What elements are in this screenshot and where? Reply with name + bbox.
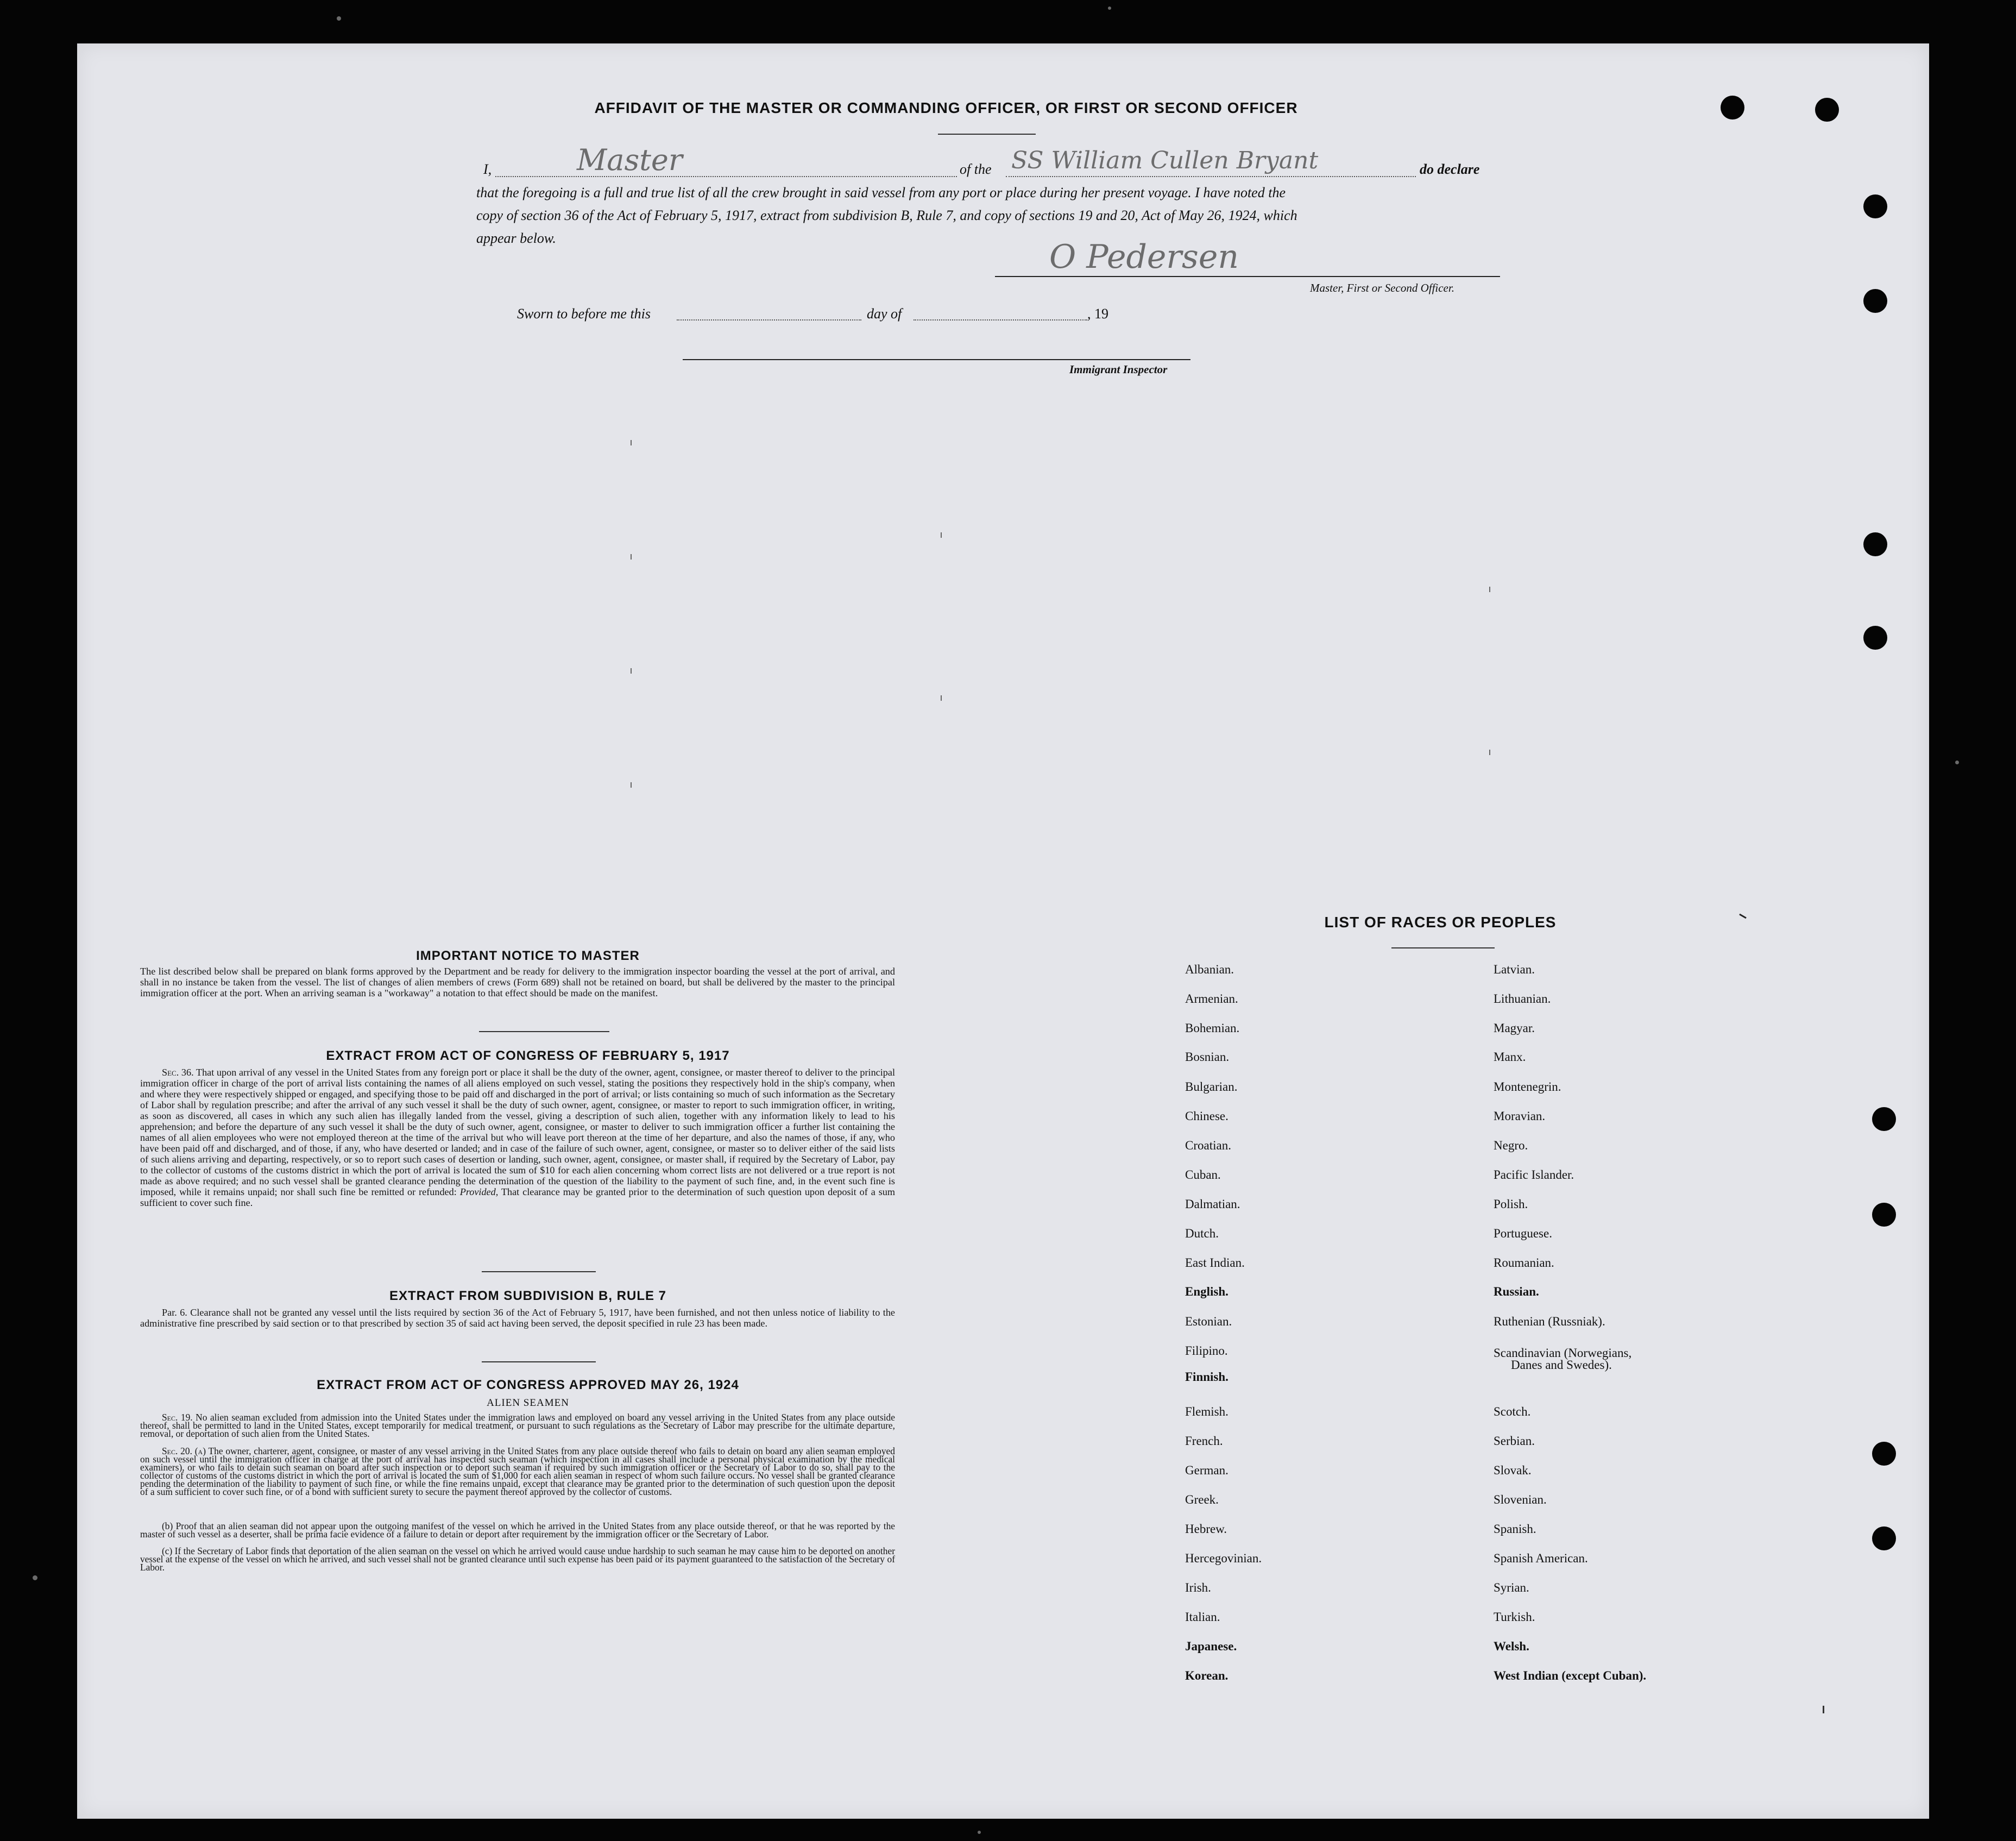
sec36-text: That upon arrival of any vessel in the United States from any foreign port or place it shall be the duty of the owner, agent, consignee, or master thereof to deliver to the principal immigration officer in charge of the port of arrival lists containing the names of all aliens employed on such vessel, stating the positions they respectively hold in the ship's company, when and where they were respectively shipped or engaged, and specifying those to be paid off and discharged in the port of arrival; or lists containing so much of such information as the Secretary of Labor shall by regulation prescribe; and after the arrival of any such vessel it shall be the duty of such owner, agent, consignee, or master to report to such immigration officer, in writing, as soon as discovered, all cases in which any such alien has illegally landed from the vessel, giving a description of such alien, together with any information likely to lead to his apprehension; and before the departure of any such vessel it shall be the duty of such owner, agent, consignee, or master to deliver to such immigration officer a further list containing the names of all alien employees who were not employed thereon at the time of the arrival but who will leave port thereon at the time of her departure, and also the names of those, if any, who have been paid off and discharged, and of those, if any, who have deserted or landed; and in case of the failure of such owner, agent, consignee, or master so to deliver either of the said lists of such aliens arriving and departing, respectively, or so to report such cases of desertion or landing, such owner, agent, consignee, or master shall, if required by the Secretary of Labor, pay to the collector of customs of the customs district in which the port of arrival is located the sum of $10 for each alien concerning whom correct lists are not delivered or a true report is not made as above required; and no such vessel shall be granted clearance pending the determination of the question of the liability to the payment of such fine, and, in the event such fine is imposed, while it remains unpaid; nor shall such fine be remitted or refunded: — [140, 1067, 896, 1197]
punch-hole — [1863, 626, 1887, 650]
race-item: Scandinavian (Norwegians, — [1494, 1346, 1632, 1360]
race-item: Scotch. — [1494, 1405, 1531, 1418]
punch-hole — [1863, 532, 1887, 556]
race-item: Pacific Islander. — [1494, 1168, 1574, 1182]
i-label: I, — [483, 161, 492, 177]
extract-rule7-heading: EXTRACT FROM SUBDIVISION B, RULE 7 — [389, 1289, 667, 1303]
race-item: Finnish. — [1185, 1370, 1228, 1384]
race-item: Roumanian. — [1494, 1256, 1554, 1270]
notice-divider — [479, 1031, 609, 1032]
race-item: Bohemian. — [1185, 1021, 1240, 1035]
race-item: Moravian. — [1494, 1109, 1546, 1123]
race-item: West Indian (except Cuban). — [1494, 1669, 1647, 1682]
race-item: Slovenian. — [1494, 1493, 1547, 1506]
extract-rule7-divider — [482, 1361, 596, 1362]
race-item: Turkish. — [1494, 1610, 1535, 1624]
race-item: Spanish American. — [1494, 1551, 1588, 1565]
scan-mark — [1823, 1706, 1824, 1713]
guide-tick — [941, 532, 942, 538]
race-item: Danes and Swedes). — [1511, 1358, 1612, 1372]
punch-hole — [1863, 289, 1887, 313]
extract-1924-heading: EXTRACT FROM ACT OF CONGRESS APPROVED MAY 26, 1924 — [317, 1378, 739, 1392]
race-item: French. — [1185, 1434, 1223, 1448]
punch-hole — [1872, 1203, 1896, 1227]
sec19-text: No alien seaman excluded from admission into the United States under the immigration laws and employed on board any vessel arriving in the United States from any place outside thereof, shall be permitted to land in the United States, except temporarily for medical treatment, or pursuant to such regulations as the Secretary of Labor may prescribe for the ultimate departure, removal, or deportation of such alien from the United States. — [140, 1412, 895, 1439]
punch-hole — [1863, 194, 1887, 218]
guide-tick — [631, 554, 632, 560]
master-handwritten: Master — [577, 143, 683, 177]
race-item: Ruthenian (Russniak). — [1494, 1315, 1605, 1328]
punch-hole — [1815, 98, 1839, 122]
day-of-label: day of — [867, 306, 902, 322]
scan-mark — [1739, 914, 1747, 919]
guide-tick — [941, 695, 942, 701]
sec19-label: Sec. 19. — [162, 1412, 193, 1423]
race-item: English. — [1185, 1285, 1228, 1298]
race-item: Lithuanian. — [1494, 992, 1551, 1006]
alien-seamen-subheading: ALIEN SEAMEN — [487, 1397, 569, 1409]
signature-line — [995, 276, 1500, 277]
race-item: Albanian. — [1185, 963, 1234, 976]
race-item: Cuban. — [1185, 1168, 1221, 1182]
signature-caption: Master, First or Second Officer. — [1310, 281, 1454, 294]
extract-rule7-body: Par. 6. Clearance shall not be granted any vessel until the lists required by section 36 of the Act of February 5, 1917, have been furnished, and not then unless notice of liability to the administrative fine prescribed by said section or to that prescribed by section 35 of said act having been served, the deposit specified in rule 23 has been made. — [140, 1307, 895, 1329]
race-item: Dutch. — [1185, 1227, 1219, 1240]
race-item: Filipino. — [1185, 1344, 1228, 1358]
sec36-text-end: That clearance may be granted prior to the determination of such question upon deposit of a sum sufficient to cover such fine. — [140, 1186, 896, 1208]
sworn-month-blank — [914, 319, 1087, 321]
provided-label: Provided, — [459, 1186, 499, 1197]
sec20b-body: (b) Proof that an alien seaman did not appear upon the outgoing manifest of the vessel on which he arrived in the United States from any place outside thereof, or that he was reported by the master of such vessel as a deserter, shall be prima facie evidence of a failure to detain or deport after requirement by the immigration officer or the Secretary of Labor. — [140, 1520, 895, 1540]
race-item: East Indian. — [1185, 1256, 1245, 1270]
sec36-label: Sec. 36. — [162, 1067, 194, 1078]
punch-hole — [1872, 1442, 1896, 1466]
punch-hole — [1872, 1526, 1896, 1550]
affidavit-line-2: copy of section 36 of the Act of February 5, 1917, extract from subdivision B, Rule 7, and copy of sections 19 and 20, Act of May 26, 1924, which — [476, 208, 1297, 223]
race-item: Dalmatian. — [1185, 1197, 1240, 1211]
extract-1917-heading: EXTRACT FROM ACT OF CONGRESS OF FEBRUARY 5, 1917 — [326, 1048, 730, 1063]
race-item: German. — [1185, 1463, 1228, 1477]
punch-hole — [1721, 96, 1744, 120]
dust-speck — [978, 1831, 981, 1834]
vessel-handwritten: SS William Cullen Bryant — [1011, 147, 1319, 174]
form-page — [77, 43, 1929, 1819]
race-item: Estonian. — [1185, 1315, 1232, 1328]
races-heading: LIST OF RACES OR PEOPLES — [1324, 914, 1557, 931]
name-blank — [495, 176, 957, 177]
race-item: Manx. — [1494, 1050, 1526, 1064]
dust-speck — [1955, 761, 1959, 764]
dust-speck — [33, 1575, 37, 1580]
race-item: Irish. — [1185, 1581, 1211, 1594]
guide-tick — [1489, 750, 1490, 755]
vessel-blank — [1006, 176, 1416, 177]
race-item: Chinese. — [1185, 1109, 1228, 1123]
sec20a-text: The owner, charterer, agent, consignee, or master of any vessel arriving in the United States from any place outside thereof who fails to detain on board any alien seaman employed on such vessel until the immigration officer in charge at the port of arrival has inspected such seaman (which inspection in all cases shall include a personal physical examination by the medical examiners), or who fails to detain such seaman on board after such inspection or to deport such seaman if required by such immigration officer or the Secretary of Labor to do so, shall pay to the collector of customs of the customs district in which the port of arrival is located the sum of $1,000 for each alien seaman in respect of whom such failure occurs. No vessel shall be granted clearance pending the determination of the liability to payment of such fine, or while the fine remains unpaid, except that clearance may be granted prior to the determination of such question upon the deposit of a sum sufficient to cover such fine, or of a bond with sufficient surety to secure the payment thereof approved by the collector of customs. — [140, 1446, 895, 1497]
race-item: Slovak. — [1494, 1463, 1532, 1477]
race-item: Latvian. — [1494, 963, 1535, 976]
punch-hole — [1872, 1107, 1896, 1131]
notice-heading: IMPORTANT NOTICE TO MASTER — [416, 948, 640, 963]
guide-tick — [631, 668, 632, 674]
inspector-caption: Immigrant Inspector — [1069, 363, 1168, 376]
affidavit-line-3: appear below. — [476, 230, 556, 246]
race-item: Flemish. — [1185, 1405, 1228, 1418]
year-label: , 19 — [1087, 306, 1108, 322]
affidavit-line-1: that the foregoing is a full and true list of all the crew brought in said vessel from any port or place during her present voyage. I have noted the — [476, 185, 1286, 200]
race-item: Magyar. — [1494, 1021, 1535, 1035]
race-item: Greek. — [1185, 1493, 1219, 1506]
race-item: Armenian. — [1185, 992, 1238, 1006]
race-item: Hebrew. — [1185, 1522, 1227, 1536]
sec19-body — [140, 1413, 895, 1438]
sec20a-body — [140, 1447, 895, 1496]
race-item: Bosnian. — [1185, 1050, 1230, 1064]
race-item: Russian. — [1494, 1285, 1539, 1298]
race-item: Welsh. — [1494, 1639, 1529, 1653]
race-item: Hercegovinian. — [1185, 1551, 1262, 1565]
race-item: Polish. — [1494, 1197, 1528, 1211]
sec20-label: Sec. 20. (a) — [162, 1446, 206, 1456]
race-item: Negro. — [1494, 1139, 1528, 1152]
race-item: Syrian. — [1494, 1581, 1529, 1594]
title-divider — [938, 134, 1036, 135]
affidavit-title: AFFIDAVIT OF THE MASTER OR COMMANDING OFFICER, OR FIRST OR SECOND OFFICER — [594, 99, 1298, 116]
race-item: Bulgarian. — [1185, 1080, 1238, 1094]
extract-1917-body — [140, 1067, 895, 1208]
race-item: Portuguese. — [1494, 1227, 1552, 1240]
guide-tick — [1489, 587, 1490, 592]
race-item: Japanese. — [1185, 1639, 1237, 1653]
officer-signature: O Pedersen — [1049, 238, 1239, 276]
race-item: Spanish. — [1494, 1522, 1536, 1536]
sworn-day-blank — [677, 319, 861, 321]
dust-speck — [337, 16, 341, 21]
dust-speck — [1108, 7, 1111, 10]
race-item: Korean. — [1185, 1669, 1228, 1682]
race-item: Italian. — [1185, 1610, 1220, 1624]
race-item: Croatian. — [1185, 1139, 1231, 1152]
race-item: Montenegrin. — [1494, 1080, 1561, 1094]
notice-body: The list described below shall be prepared on blank forms approved by the Department and be ready for delivery to the immigration inspector boarding the vessel at the port of arrival, and shall in no instance be taken from the vessel. The list of changes of alien members of crews (Form 689) shall not be retained on board, but shall be delivered by the master to the principal immigration officer at the port. When an arriving seaman is a "workaway" a notation to that effect should be made on the manifest. — [140, 966, 895, 998]
sec20c-body: (c) If the Secretary of Labor finds that deportation of the alien seaman on the vessel on which he arrived would cause undue hardship to such seaman he may cause him to be deported on another vessel at the expense of the vessel on which he arrived, and such vessel shall not be granted clearance until such expense has been paid or its payment guaranteed to the satisfaction of the Secretary of Labor. — [140, 1545, 895, 1573]
declare-label: do declare — [1420, 161, 1480, 177]
races-divider — [1391, 947, 1495, 948]
guide-tick — [631, 440, 632, 445]
sworn-label: Sworn to before me this — [517, 306, 651, 322]
extract-1917-divider — [482, 1271, 596, 1272]
inspector-line — [683, 359, 1190, 360]
race-item: Serbian. — [1494, 1434, 1535, 1448]
of-the-label: of the — [960, 161, 992, 177]
guide-tick — [631, 782, 632, 788]
